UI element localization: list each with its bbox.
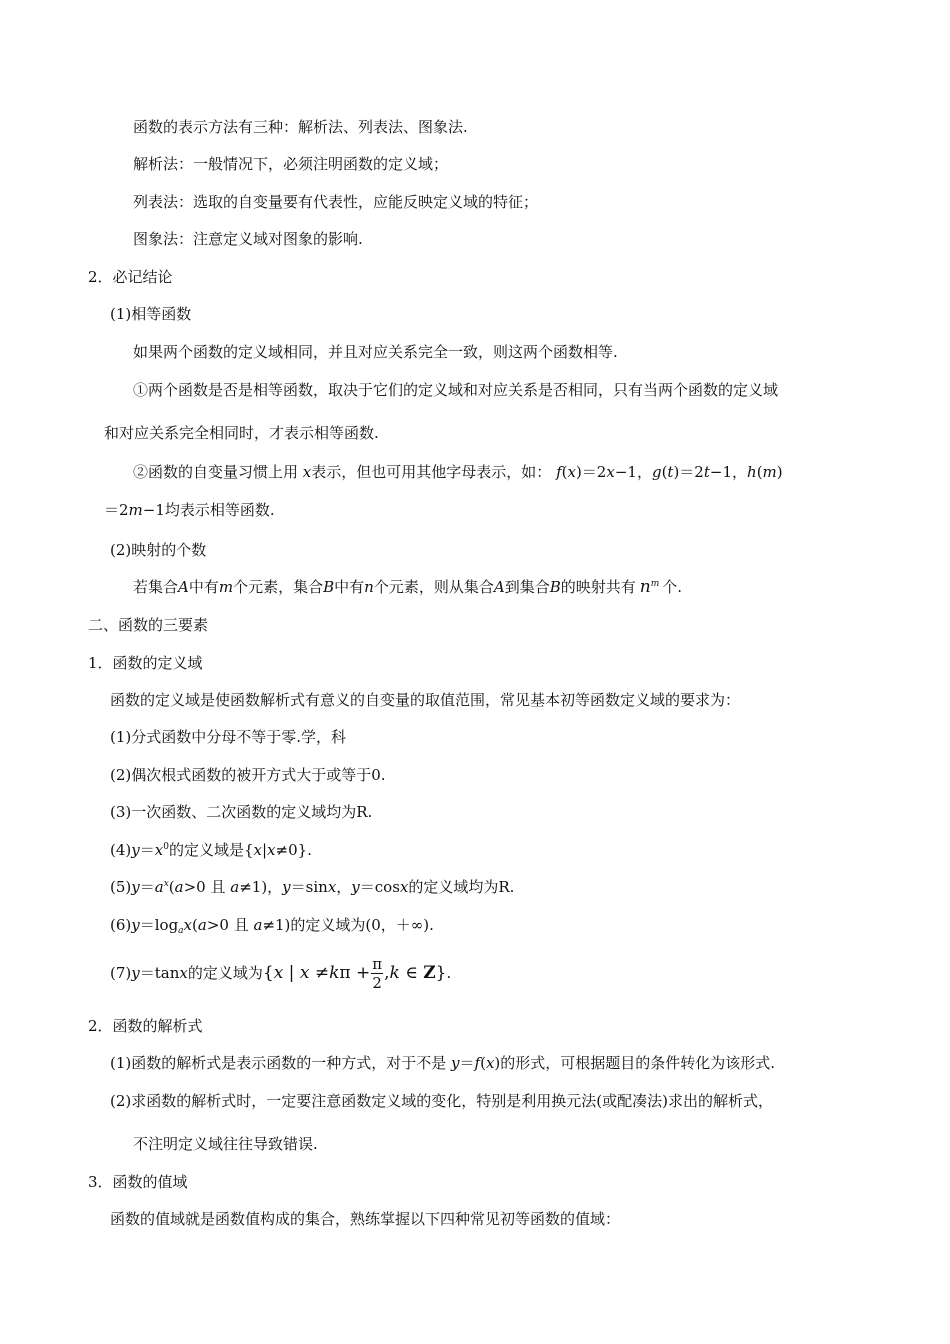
math-rule-5-expr: $(5)y=a^x(a>0$ 且 a≠1)，y＝sinx，y＝cosx bbox=[110, 878, 409, 896]
domain-rule-4 bbox=[110, 840, 312, 860]
paragraph-representation-methods: 函数的表示方法有三种：解析法、列表法、图象法. bbox=[133, 118, 468, 136]
math-example-f: f(x)＝2x−1，g(t)＝2t−1，h(m) bbox=[556, 463, 783, 481]
paragraph-note-2b bbox=[104, 500, 275, 520]
math-n-power-m: $n^m$ bbox=[639, 577, 660, 597]
math-set-a2: A bbox=[493, 578, 505, 596]
math-rule-7-set: {x | x ≠kπ + $\frac{\pi}{2}$ ,k ∈ Z} bbox=[262, 955, 447, 992]
analytic-1-text-a: (1)函数的解析式是表示函数的一种方式，对于不是 bbox=[110, 1054, 447, 1072]
math-rule-7-expr: (7)y＝tanx bbox=[110, 964, 188, 982]
section-heading-range: 3．函数的值域 bbox=[88, 1173, 188, 1191]
rule-5-text: 的定义域均为R. bbox=[408, 878, 515, 896]
section-heading-three-elements: 二、函数的三要素 bbox=[88, 616, 209, 634]
analytic-1-text-b: 的形式，可根据题目的条件转化为该形式. bbox=[500, 1054, 776, 1072]
mapping-text-2: 中有 bbox=[188, 578, 219, 596]
domain-rule-2: (2)偶次根式函数的被开方式大于或等于0. bbox=[110, 766, 386, 784]
paragraph-note-2a bbox=[133, 462, 783, 482]
math-set-a: A bbox=[178, 578, 189, 596]
rule-6-text: 的定义域为(0，＋∞). bbox=[290, 916, 434, 934]
paragraph-graph-method: 图象法：注意定义域对图象的影响. bbox=[133, 230, 363, 248]
mapping-text-8: 个. bbox=[662, 578, 683, 596]
paragraph-analytic-2: (2)求函数的解析式时，一定要注意函数定义域的变化，特别是利用换元法(或配凑法)求出的解析式， bbox=[110, 1092, 773, 1110]
paragraph-analytic-2b: 不注明定义域往往导致错误. bbox=[133, 1135, 318, 1153]
math-var-x: x bbox=[302, 463, 312, 481]
math-y-eq-fx: y＝f(x) bbox=[451, 1054, 501, 1072]
mapping-text-4: 中有 bbox=[334, 578, 365, 596]
fraction-pi-over-2: $\frac{\pi}{2}$ bbox=[372, 955, 383, 992]
note-2-text-start: ②函数的自变量习惯上用 bbox=[133, 463, 299, 481]
paragraph-analytic-1 bbox=[110, 1053, 775, 1073]
rule-7-text: 的定义域为 bbox=[187, 964, 263, 982]
rule-4-text: 的定义域是 bbox=[168, 841, 244, 859]
subheading-equal-functions: (1)相等函数 bbox=[110, 305, 192, 323]
paragraph-equal-definition: 如果两个函数的定义域相同，并且对应关系完全一致，则这两个函数相等. bbox=[133, 343, 618, 361]
domain-rule-1: (1)分式函数中分母不等于零.学，科 bbox=[110, 728, 347, 746]
math-set-b: B bbox=[323, 578, 335, 596]
mapping-text-1: 若集合 bbox=[133, 578, 179, 596]
mapping-text-3: 个元素，集合 bbox=[233, 578, 324, 596]
paragraph-range-intro: 函数的值域就是函数值构成的集合，熟练掌握以下四种常见初等函数的值域： bbox=[110, 1210, 621, 1228]
domain-rule-6 bbox=[110, 915, 434, 935]
math-example-h: ＝2m−1 bbox=[104, 501, 165, 519]
section-heading-conclusions: 2．必记结论 bbox=[88, 268, 173, 286]
paragraph-note-1b: 和对应关系完全相同时，才表示相等函数. bbox=[104, 424, 379, 442]
note-2-text-mid: 表示，但也可用其他字母表示，如： bbox=[311, 463, 552, 481]
math-set-b2: B bbox=[549, 578, 561, 596]
section-heading-domain: 1．函数的定义域 bbox=[88, 654, 203, 672]
math-rule-6-expr: $(6)y=\log_ax(a>0$ 且 a≠1) bbox=[110, 916, 291, 936]
mapping-text-6: 到集合 bbox=[504, 578, 550, 596]
mapping-text-5: 个元素，则从集合 bbox=[373, 578, 494, 596]
paragraph-analytic-method: 解析法：一般情况下，必须注明函数的定义域； bbox=[133, 155, 449, 173]
math-rule-4-expr: $(4)y=x^0$ bbox=[110, 841, 169, 859]
paragraph-note-1a: ①两个函数是否是相等函数，取决于它们的定义域和对应关系是否相同，只有当两个函数的定义域 bbox=[133, 381, 779, 399]
section-heading-analytic: 2．函数的解析式 bbox=[88, 1017, 203, 1035]
math-rule-4-set: {x|x≠0}. bbox=[243, 841, 312, 859]
paragraph-table-method: 列表法：选取的自变量要有代表性，应能反映定义域的特征； bbox=[133, 193, 539, 211]
paragraph-mapping-count bbox=[133, 577, 682, 597]
domain-rule-7: (7)y＝tanx的定义域为{x | x ≠kπ + $\frac{\pi}{2}$ ,k ∈ Z}. bbox=[110, 955, 452, 992]
mapping-text-7: 的映射共有 bbox=[560, 578, 636, 596]
paragraph-domain-intro: 函数的定义域是使函数解析式有意义的自变量的取值范围，常见基本初等函数定义域的要求为： bbox=[110, 691, 741, 709]
domain-rule-5 bbox=[110, 877, 514, 897]
math-var-n: n bbox=[364, 578, 374, 596]
note-2-text-end: 均表示相等函数. bbox=[164, 501, 275, 519]
domain-rule-3: (3)一次函数、二次函数的定义域均为R. bbox=[110, 803, 373, 821]
math-var-m: m bbox=[218, 578, 234, 596]
subheading-mapping-count: (2)映射的个数 bbox=[110, 541, 207, 559]
